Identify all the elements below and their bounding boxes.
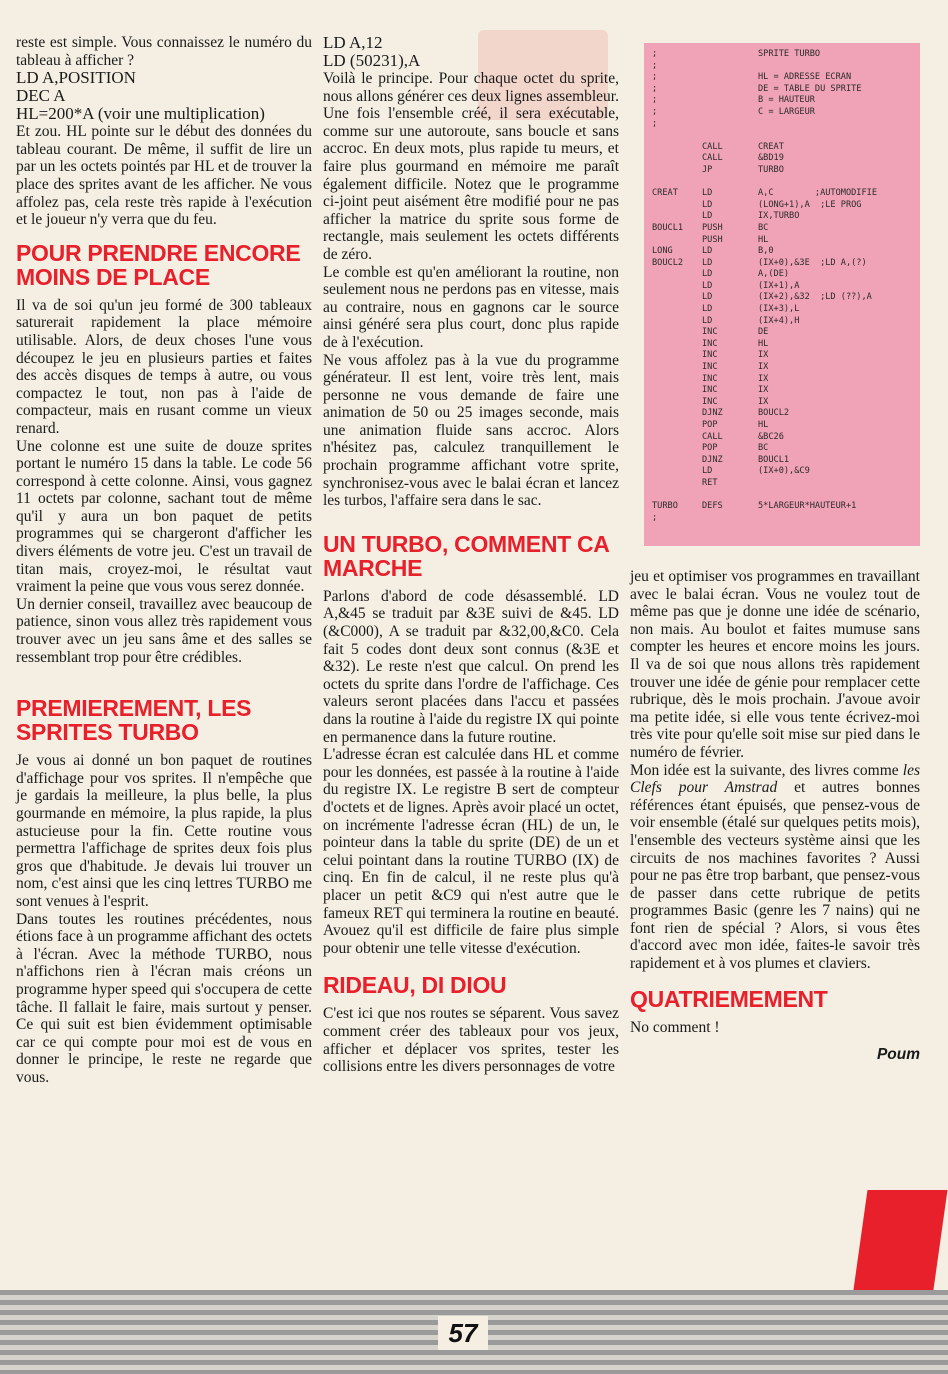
body-paragraph: Dans toutes les routines précédentes, nous étions face à un programme affichant des octets à l'écran. Avec la méthode TURBO, nous n'affichons rien à l'écran mais créons un programme hyper speed qui s'occupera de cette tâche. Il fallait le faire, mais surtout y penser. Ce qui suit est bien évidemment optimisable car ce qui compte pour moi est de vous en donner le principe, le reste ne regarde que vous. [16, 910, 312, 1086]
listing-operands: B = HAUTEUR [758, 95, 815, 106]
listing-line [652, 408, 912, 420]
body-paragraph: L'adresse écran est calculée dans HL et comme pour les données, est passée à la routine à l'aide du registre IX. Le registre B sert de compteur d'octets et de lignes. Après avoir placé un octet, on incrémente l'adresse écran (HL) de un, le pointeur dans la table du sprite (DE) de un et celui pointant dans la routine TURBO (IX) de cinq. En fin de calcul, il ne reste plus qu'à placer un petit &C9 qui n'est autre que le fameux RET qui terminera la routine en beauté. Avouez qu'il est difficile de faire plus simple pour obtenir une telle vitesse d'exécution. [323, 746, 619, 957]
listing-label: ; [652, 118, 658, 129]
listing-label: ; [652, 83, 658, 94]
listing-operands [758, 130, 912, 142]
closing-text: No comment ! [630, 1018, 720, 1036]
listing-line [652, 292, 912, 304]
text-run: Mon idée est la suivante, des livres comme [630, 761, 903, 779]
listing-label: ; [652, 512, 658, 523]
listing-operands: IX [758, 396, 769, 407]
listing-label [652, 385, 702, 397]
listing-label [652, 327, 702, 339]
body-paragraph: Un dernier conseil, travaillez avec beaucoup de patience, sinon vous allez très rapidement vous trouver avec un jeu sans âme et des salles se ressemblant trop pour être crédibles. [16, 595, 312, 666]
listing-operands: (IX+1),A [758, 280, 800, 291]
listing-line [652, 130, 912, 142]
body-paragraph: Parlons d'abord de code désassemblé. LD A,&45 se traduit par &3E suivi de &45. LD (&C000), A se traduit par &32,00,&C0. Cela fait 5 codes dont deux sont connus (&3E et &32). Le reste n'est que calcul. On prend les octets du sprite dans l'ordre de l'affichage. Ces valeurs seront placées dans l'accu et passées dans la routine à l'aide du registre IX qui pointe en permanence dans la future routine. [323, 587, 619, 746]
listing-label [652, 339, 702, 351]
assembly-listing [644, 43, 920, 546]
section-heading: PREMIEREMENT, LES SPRITES TURBO [16, 695, 252, 746]
listing-line [652, 513, 912, 525]
listing-opcode [702, 177, 758, 189]
intro-paragraph: reste est simple. Vous connaissez le numéro du tableau à afficher ? [16, 34, 312, 69]
listing-line [652, 84, 912, 96]
listing-opcode: DEFS [702, 501, 723, 512]
listing-operands: HL = ADRESSE ECRAN [758, 72, 852, 83]
listing-label [652, 292, 702, 304]
listing-opcode [702, 84, 758, 96]
listing-label: ; [652, 72, 658, 83]
listing-opcode: DJNZ [702, 408, 723, 419]
listing-label: BOUCL2 [652, 257, 684, 268]
listing-opcode: POP [702, 443, 718, 454]
listing-line [652, 455, 912, 467]
listing-line [652, 258, 912, 270]
listing-operands [758, 119, 912, 131]
listing-line [652, 501, 912, 513]
listing-operands [758, 177, 912, 189]
listing-opcode: INC [702, 338, 718, 349]
listing-line [652, 165, 912, 177]
listing-label: ; [652, 106, 658, 117]
listing-opcode: LD [702, 280, 713, 291]
listing-label [652, 142, 702, 154]
listing-opcode: LD [702, 211, 713, 222]
listing-label [652, 466, 702, 478]
body-paragraph: Ne vous affolez pas à la vue du programme générateur. Il est lent, voire très lent, mais personne ne vous demande de faire une animation de 50 ou 25 images seconde, mais une animation fluide sans accroc. Alors n'hésitez pas, calculez tranquillement le prochain programme affichant votre sprite, synchronisez-vous avec le balai écran et lancez les turbos, l'affaire sera dans le sac. [323, 351, 619, 510]
listing-opcode: JP [702, 164, 713, 175]
listing-line [652, 72, 912, 84]
listing-opcode: CALL [702, 141, 723, 152]
code-line: LD A,POSITION [16, 68, 136, 88]
author-signature: Poum [876, 1046, 920, 1064]
listing-operands: (LONG+1),A ;LE PROG [758, 199, 862, 210]
listing-opcode [702, 61, 758, 73]
listing-line [652, 316, 912, 328]
listing-line [652, 95, 912, 107]
listing-operands: BC [758, 222, 769, 233]
listing-label [652, 432, 702, 444]
section-heading: POUR PRENDRE ENCORE MOINS DE PLACE [16, 239, 301, 290]
listing-opcode: LD [702, 292, 713, 303]
listing-operands: BOUCL2 [758, 408, 790, 419]
listing-opcode [702, 130, 758, 142]
listing-operands: CREAT [758, 141, 784, 152]
listing-operands: IX [758, 385, 769, 396]
listing-label: CREAT [652, 188, 678, 199]
body-paragraph: Il va de soi qu'un jeu formé de 300 tableaux saturerait rapidement la place mémoire utilisable. Alors, de deux choses l'une vous découpez le jeu en plusieurs parties et faites des accès disques de temps à autre, ou vous compactez le tout, non pas à l'aide de compacteur, mais en rusant comme un vieux renard. [16, 296, 312, 437]
listing-line [652, 153, 912, 165]
listing-opcode: LD [702, 466, 713, 477]
column-2 [323, 34, 619, 1076]
listing-label [652, 455, 702, 467]
listing-line [652, 246, 912, 258]
listing-operands: HL [758, 234, 769, 245]
listing-opcode: LD [702, 199, 713, 210]
column-1 [16, 34, 312, 1087]
listing-label [652, 350, 702, 362]
listing-label [652, 362, 702, 374]
listing-operands: &BC26 [758, 431, 784, 442]
listing-line [652, 397, 912, 409]
listing-line [652, 142, 912, 154]
listing-operands: SPRITE TURBO [758, 49, 821, 59]
listing-opcode: PUSH [702, 234, 723, 245]
listing-line [652, 188, 912, 200]
listing-operands: 5*LARGEUR*HAUTEUR+1 [758, 501, 857, 512]
column-3 [630, 568, 920, 1064]
body-paragraph: Le comble est qu'en améliorant la routine, non seulement nous ne perdons pas en vitesse, mais au contraire, nous en gagnons car le source ainsi généré sera plus court, donc plus rapide de à l'exécution. [323, 263, 619, 351]
listing-operands: TURBO [758, 164, 784, 175]
listing-line [652, 420, 912, 432]
listing-opcode: INC [702, 373, 718, 384]
listing-label [652, 211, 702, 223]
listing-label [652, 443, 702, 455]
listing-opcode: CALL [702, 153, 723, 164]
listing-operands: BC [758, 443, 769, 454]
listing-line [652, 235, 912, 247]
listing-opcode: DJNZ [702, 454, 723, 465]
listing-line [652, 350, 912, 362]
listing-opcode: INC [702, 327, 718, 338]
listing-label [652, 235, 702, 247]
listing-line [652, 49, 912, 61]
listing-line [652, 177, 912, 189]
listing-line [652, 211, 912, 223]
listing-opcode [702, 513, 758, 525]
listing-label: ; [652, 60, 658, 71]
listing-line [652, 443, 912, 455]
listing-line [652, 466, 912, 478]
listing-label [652, 304, 702, 316]
listing-label [652, 408, 702, 420]
listing-opcode: PUSH [702, 222, 723, 233]
body-paragraph: Et zou. HL pointe sur le début des données du tableau courant. De même, il suffit de lire un par un les octets pointés par HL et de trouver la place des sprites avant de les afficher. Ne vous affolez pas, cela reste très rapide à l'exécution et le joueur n'y verra que du feu. [16, 123, 312, 229]
listing-operands [758, 61, 912, 73]
page-number: 57 [438, 1316, 488, 1350]
listing-label: ; [652, 95, 658, 106]
listing-line [652, 107, 912, 119]
listing-line [652, 432, 912, 444]
listing-operands: DE [758, 327, 769, 338]
listing-opcode: LD [702, 304, 713, 315]
listing-operands: (IX+0),&3E ;LD A,(?) [758, 257, 867, 268]
listing-operands: HL [758, 420, 769, 430]
listing-line [652, 269, 912, 281]
listing-opcode: INC [702, 350, 718, 361]
listing-opcode: INC [702, 362, 718, 373]
listing-operands: HL [758, 338, 769, 349]
listing-operands: C = LARGEUR [758, 106, 815, 117]
listing-operands: A,C ;AUTOMODIFIE [758, 188, 877, 199]
listing-operands: IX [758, 350, 769, 361]
listing-label [652, 165, 702, 177]
body-paragraph: C'est ici que nos routes se séparent. Vous savez comment créer des tableaux pour vos jeux, afficher et déplacer vos sprites, tester les collisions entre les divers personnages de votre [323, 1005, 619, 1076]
code-line: DEC A [16, 86, 66, 106]
section-heading: RIDEAU, DI DIOU [323, 972, 507, 999]
listing-operands: DE = TABLE DU SPRITE [758, 83, 862, 94]
listing-label: ; [652, 49, 658, 59]
body-paragraph: Voilà le principe. Pour chaque octet du sprite, nous allons générer ces deux lignes assembleur. Une fois l'ensemble créé, il sera exécutable, comme sur une autoroute, sans boucle et sans accroc. En deux mots, plus rapide tu meurs, et faire plus gourmand en mémoire me paraît également difficile. Notez que le programme ci-joint peut aisément être modifié pour ne pas afficher la matrice du sprite sous forme de rectangle, mais seulement les octets différents de zéro. [323, 70, 619, 263]
listing-operands: (IX+2),&32 ;LD (??),A [758, 292, 872, 303]
listing-opcode: LD [702, 246, 713, 257]
listing-label [652, 316, 702, 328]
listing-label: TURBO [652, 501, 678, 512]
listing-opcode [702, 119, 758, 131]
listing-line [652, 478, 912, 490]
body-paragraph [630, 762, 920, 973]
listing-label [652, 397, 702, 409]
listing-line [652, 61, 912, 73]
listing-opcode [702, 95, 758, 107]
listing-operands: IX,TURBO [758, 211, 800, 222]
listing-operands: (IX+0),&C9 [758, 466, 810, 477]
listing-line [652, 223, 912, 235]
listing-opcode: INC [702, 385, 718, 396]
body-paragraph: jeu et optimiser vos programmes en travaillant avec le balai écran. Vous ne voulez tout de même pas que je donne une idée de scénario, non mais. Au boulot et faites mumuse sans compter les heures et encore moins les jours. Il va de soi que nous allons très rapidement trouver une idée de génie pour remplacer cette rubrique, dès le mois prochain. J'avoue avoir ma petite idée, si elle vous tente écrivez-moi très vite pour qu'elle soit mise sur pied dans le numéro de février. [630, 568, 920, 761]
listing-opcode: LD [702, 269, 713, 280]
listing-label [652, 269, 702, 281]
listing-operands [758, 478, 912, 490]
listing-line [652, 362, 912, 374]
listing-opcode: LD [702, 188, 713, 199]
listing-operands: IX [758, 373, 769, 384]
listing-label [652, 130, 702, 142]
listing-label [652, 153, 702, 165]
listing-opcode: LD [702, 315, 713, 326]
listing-operands: BOUCL1 [758, 454, 790, 465]
listing-operands: (IX+4),H [758, 315, 800, 326]
listing-label [652, 177, 702, 189]
listing-opcode: CALL [702, 431, 723, 442]
listing-label [652, 420, 702, 432]
listing-opcode [702, 49, 758, 61]
code-line: LD (50231),A [323, 51, 421, 70]
listing-label: BOUCL1 [652, 222, 684, 233]
listing-label: LONG [652, 246, 673, 257]
listing-opcode [702, 490, 758, 502]
listing-line [652, 490, 912, 502]
listing-line [652, 374, 912, 386]
body-paragraph: Une colonne est une suite de douze sprites portant le numéro 15 dans la table. Le code 56 correspond à cette colonne. Ainsi, vous gagnez 11 octets par colonne, sachant tout de même qu'il y aura un bon paquet de petits programmes qui se chargeront d'afficher les divers éléments de votre jeu. C'est un travail de titan mais, croyez-moi, le résultat vaut vraiment la peine que vous vous serez donnée. [16, 437, 312, 596]
listing-operands: B,0 [758, 246, 774, 257]
listing-label [652, 200, 702, 212]
listing-operands: IX [758, 362, 769, 373]
listing-line [652, 119, 912, 131]
code-line: LD A,12 [323, 33, 383, 52]
listing-operands [758, 513, 912, 525]
listing-opcode [702, 72, 758, 84]
book-title: les Clefs pour Amstrad [630, 761, 920, 797]
code-line: HL=200*A (voir une multiplication) [16, 104, 265, 124]
listing-line [652, 339, 912, 351]
body-paragraph: Je vous ai donné un bon paquet de routines d'affichage pour vos sprites. Il n'empêche que je gardais la meilleure, la plus belle, la plus gourmande en mémoire, la plus rapide, la plus astucieuse pour la fin. Cette routine vous permettra l'affichage de sprites deux fois plus gros que d'habitude. Je devais lui trouver un nom, c'est ainsi que les cinq lettres TURBO me sont venues à l'esprit. [16, 752, 312, 910]
section-heading: QUATRIEMEMENT [630, 985, 828, 1012]
listing-operands [758, 490, 912, 502]
listing-label [652, 490, 702, 502]
listing-opcode: POP [702, 420, 718, 430]
listing-label [652, 374, 702, 386]
listing-opcode: LD [702, 257, 713, 268]
listing-label [652, 478, 702, 490]
listing-line [652, 200, 912, 212]
listing-operands: (IX+3),L [758, 304, 800, 315]
listing-opcode [702, 107, 758, 119]
listing-opcode: INC [702, 396, 718, 407]
listing-line [652, 304, 912, 316]
listing-line [652, 327, 912, 339]
section-heading: UN TURBO, COMMENT CA MARCHE [323, 530, 609, 581]
listing-operands: &BD19 [758, 153, 784, 164]
listing-line [652, 281, 912, 293]
text-run: et autres bonnes références étant épuisés, que pensez-vous de voir ensemble (étalé sur quelques petits mois), l'ensemble des vecteurs système ainsi que les circuits de nos machines favorites ? Aussi pour ne pas être trop barbant, que pensez-vous de passer dans cette rubrique de petits programmes Basic (genre les 7 nains) qui ne font rien de spécial ? Alors, si vous êtes d'accord avec mon idée, faites-le savoir très rapidement et à vos plumes et claviers. [630, 779, 921, 973]
listing-operands: A,(DE) [758, 269, 790, 280]
listing-opcode: RET [702, 477, 718, 488]
listing-line [652, 385, 912, 397]
listing-label [652, 281, 702, 293]
